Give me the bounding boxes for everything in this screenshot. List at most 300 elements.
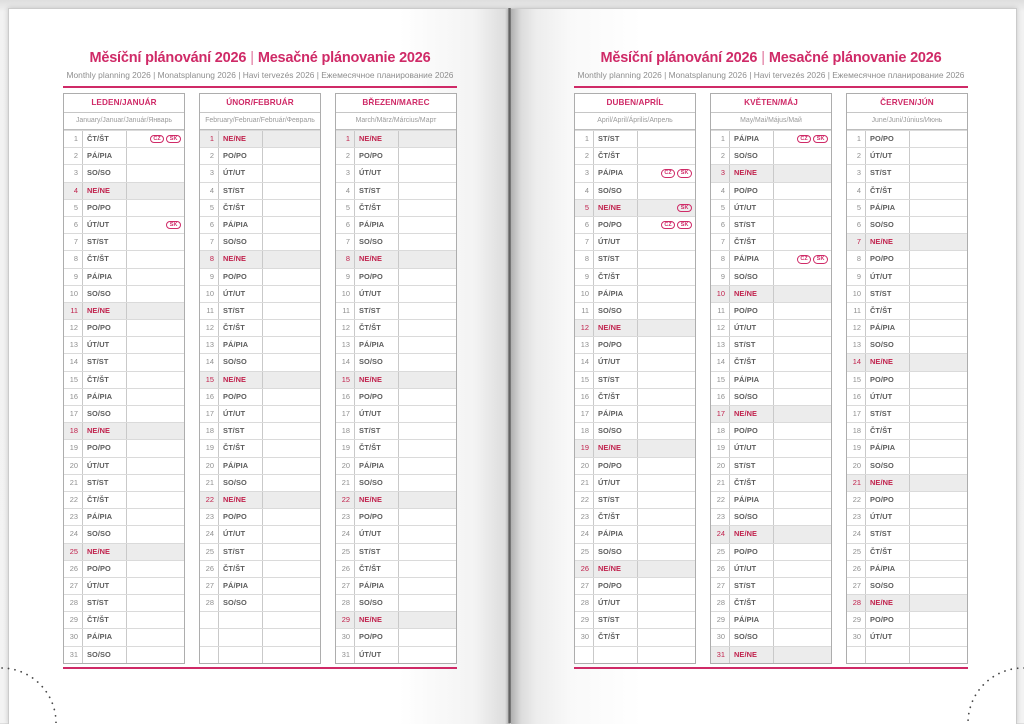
day-row xyxy=(336,147,456,164)
day-number: 30 xyxy=(711,629,730,645)
day-name-label: SO/SO xyxy=(866,578,910,594)
day-number: 2 xyxy=(711,148,730,164)
day-number: 9 xyxy=(336,269,355,285)
day-row xyxy=(200,336,320,353)
notes-cell xyxy=(127,544,184,560)
day-number: 24 xyxy=(575,526,594,542)
notes-cell xyxy=(774,423,831,439)
day-row xyxy=(336,216,456,233)
day-row xyxy=(711,302,831,319)
day-row xyxy=(847,560,967,577)
day-name-label: ÚT/UT xyxy=(355,526,399,542)
notes-cell xyxy=(638,492,695,508)
holiday-badge-sk: SK xyxy=(677,169,692,177)
day-number: 12 xyxy=(200,320,219,336)
day-row xyxy=(711,508,831,525)
page-subtitle: Monthly planning 2026 | Monatsplanung 2026 | Havi tervezés 2026 | Ежемесячное планирование 2026 xyxy=(63,70,457,80)
day-row xyxy=(575,353,695,370)
day-name-label: PÁ/PIA xyxy=(219,217,263,233)
page-left-content xyxy=(63,9,457,669)
day-number: 14 xyxy=(200,354,219,370)
day-number: 16 xyxy=(64,389,83,405)
day-number: 7 xyxy=(575,234,594,250)
day-number: 20 xyxy=(64,458,83,474)
notes-cell xyxy=(910,440,967,456)
day-row xyxy=(847,577,967,594)
month-name: ÚNOR/FEBRUÁR xyxy=(200,94,320,113)
notes-cell xyxy=(910,200,967,216)
day-number xyxy=(575,647,594,663)
day-name-label: PO/PO xyxy=(866,492,910,508)
day-row xyxy=(575,388,695,405)
day-number: 1 xyxy=(200,131,219,147)
day-name-label: ST/ST xyxy=(594,492,638,508)
day-number: 31 xyxy=(64,647,83,663)
day-number: 2 xyxy=(575,148,594,164)
day-row xyxy=(575,268,695,285)
notes-cell xyxy=(127,406,184,422)
day-name-label: NE/NE xyxy=(219,372,263,388)
day-row xyxy=(575,336,695,353)
notes-cell xyxy=(638,509,695,525)
day-row xyxy=(336,285,456,302)
day-name-label: PÁ/PIA xyxy=(83,148,127,164)
day-row xyxy=(575,525,695,542)
day-row xyxy=(575,147,695,164)
day-number: 27 xyxy=(64,578,83,594)
day-row xyxy=(64,268,184,285)
day-row xyxy=(711,285,831,302)
day-name-label: NE/NE xyxy=(355,492,399,508)
day-row xyxy=(64,250,184,267)
notes-cell xyxy=(127,475,184,491)
day-row xyxy=(847,439,967,456)
notes-cell xyxy=(263,320,320,336)
day-row xyxy=(847,353,967,370)
notes-cell xyxy=(263,423,320,439)
day-name-label xyxy=(594,647,638,663)
day-number: 10 xyxy=(336,286,355,302)
month-march xyxy=(335,93,457,664)
day-row xyxy=(64,611,184,628)
notes-cell xyxy=(774,354,831,370)
notes-cell xyxy=(127,647,184,663)
day-name-label: PO/PO xyxy=(355,509,399,525)
notes-cell xyxy=(263,200,320,216)
day-name-label: PO/PO xyxy=(219,269,263,285)
notes-cell xyxy=(910,148,967,164)
notes-cell xyxy=(127,389,184,405)
day-number: 6 xyxy=(200,217,219,233)
day-row xyxy=(847,508,967,525)
day-row xyxy=(64,508,184,525)
day-row xyxy=(64,439,184,456)
notes-cell xyxy=(263,286,320,302)
day-number: 15 xyxy=(336,372,355,388)
notes-cell xyxy=(127,372,184,388)
title-separator: | xyxy=(757,50,769,66)
notes-cell xyxy=(399,354,456,370)
day-name-label: ÚT/UT xyxy=(594,234,638,250)
notes-cell xyxy=(399,492,456,508)
day-number: 19 xyxy=(64,440,83,456)
title-separator: | xyxy=(246,50,258,66)
day-row xyxy=(336,199,456,216)
day-row xyxy=(64,491,184,508)
notes-cell xyxy=(399,165,456,181)
day-name-label: ST/ST xyxy=(83,475,127,491)
day-number: 26 xyxy=(200,561,219,577)
day-row xyxy=(847,611,967,628)
day-number: 5 xyxy=(847,200,866,216)
notes-cell xyxy=(638,303,695,319)
notes-cell xyxy=(910,251,967,267)
notes-cell xyxy=(399,389,456,405)
day-name-label: ÚT/UT xyxy=(219,286,263,302)
day-row xyxy=(575,457,695,474)
notes-cell xyxy=(774,337,831,353)
notes-cell xyxy=(910,389,967,405)
day-row xyxy=(575,560,695,577)
months-row-left xyxy=(63,93,457,664)
day-row xyxy=(200,543,320,560)
day-row xyxy=(64,285,184,302)
notes-cell xyxy=(399,286,456,302)
day-number: 16 xyxy=(200,389,219,405)
day-name-label: SO/SO xyxy=(594,544,638,560)
page-right-content xyxy=(574,9,968,669)
day-name-label: SO/SO xyxy=(730,629,774,645)
day-row xyxy=(711,164,831,181)
day-name-label: ČT/ŠT xyxy=(219,561,263,577)
notes-cell xyxy=(910,544,967,560)
month-name: KVĚTEN/MÁJ xyxy=(711,94,831,113)
day-row xyxy=(64,371,184,388)
notes-cell xyxy=(638,131,695,147)
notes-cell xyxy=(399,269,456,285)
day-row xyxy=(575,319,695,336)
notes-cell xyxy=(127,320,184,336)
day-number: 15 xyxy=(847,372,866,388)
day-row xyxy=(711,646,831,663)
notes-cell xyxy=(910,578,967,594)
notes-cell xyxy=(774,561,831,577)
day-name-label: PO/PO xyxy=(730,544,774,560)
day-number: 1 xyxy=(336,131,355,147)
day-row xyxy=(575,164,695,181)
day-name-label: ST/ST xyxy=(594,251,638,267)
day-name-label: PO/PO xyxy=(355,269,399,285)
day-row xyxy=(336,525,456,542)
notes-cell xyxy=(910,372,967,388)
day-row xyxy=(64,577,184,594)
holiday-badge-sk: SK xyxy=(677,204,692,212)
notes-cell xyxy=(638,526,695,542)
day-name-label: PÁ/PIA xyxy=(219,578,263,594)
notes-cell xyxy=(399,337,456,353)
day-row xyxy=(200,457,320,474)
notes-cell xyxy=(127,629,184,645)
day-name-label xyxy=(219,612,263,628)
day-name-label: ST/ST xyxy=(219,183,263,199)
day-number: 4 xyxy=(336,183,355,199)
day-name-label: PÁ/PIA xyxy=(730,372,774,388)
day-name-label: ČT/ŠT xyxy=(594,629,638,645)
day-number: 16 xyxy=(575,389,594,405)
day-row xyxy=(64,233,184,250)
day-number: 4 xyxy=(64,183,83,199)
day-name-label: ST/ST xyxy=(866,406,910,422)
day-row xyxy=(200,508,320,525)
day-name-label: SO/SO xyxy=(730,509,774,525)
day-name-label: ST/ST xyxy=(83,595,127,611)
day-number: 5 xyxy=(575,200,594,216)
day-name-label: NE/NE xyxy=(730,165,774,181)
notes-cell xyxy=(263,234,320,250)
notes-cell xyxy=(127,148,184,164)
day-name-label: PO/PO xyxy=(355,148,399,164)
day-row xyxy=(711,388,831,405)
day-number: 23 xyxy=(847,509,866,525)
day-number: 20 xyxy=(711,458,730,474)
day-row xyxy=(711,199,831,216)
day-row xyxy=(847,336,967,353)
day-number: 3 xyxy=(64,165,83,181)
notes-cell xyxy=(638,647,695,663)
notes-cell xyxy=(399,612,456,628)
month-subtitle: April/April/Április/Апрель xyxy=(575,113,695,130)
notes-cell xyxy=(638,148,695,164)
day-name-label: ÚT/UT xyxy=(83,578,127,594)
notes-cell xyxy=(774,475,831,491)
day-row xyxy=(200,319,320,336)
notes-cell xyxy=(263,544,320,560)
day-name-label: SO/SO xyxy=(83,165,127,181)
day-row xyxy=(64,543,184,560)
day-number: 28 xyxy=(575,595,594,611)
day-name-label: ST/ST xyxy=(594,612,638,628)
notes-cell xyxy=(127,200,184,216)
day-name-label: PO/PO xyxy=(83,320,127,336)
day-number xyxy=(200,629,219,645)
day-number: 22 xyxy=(336,492,355,508)
day-number: 23 xyxy=(711,509,730,525)
notes-cell xyxy=(399,131,456,147)
day-number: 20 xyxy=(847,458,866,474)
day-row xyxy=(847,388,967,405)
day-row xyxy=(336,439,456,456)
day-name-label: PÁ/PIA xyxy=(83,509,127,525)
day-name-label: PÁ/PIA xyxy=(594,406,638,422)
day-row xyxy=(336,182,456,199)
notes-cell xyxy=(638,320,695,336)
day-number: 9 xyxy=(64,269,83,285)
day-name-label: NE/NE xyxy=(83,423,127,439)
day-number: 6 xyxy=(575,217,594,233)
day-number: 11 xyxy=(64,303,83,319)
day-number: 8 xyxy=(711,251,730,267)
day-name-label: ČT/ŠT xyxy=(83,492,127,508)
notes-cell xyxy=(399,475,456,491)
day-name-label: ST/ST xyxy=(866,526,910,542)
notes-cell xyxy=(399,578,456,594)
day-number: 28 xyxy=(64,595,83,611)
day-name-label: PÁ/PIA xyxy=(594,286,638,302)
day-name-label: PÁ/PIA xyxy=(730,251,774,267)
notes-cell xyxy=(910,286,967,302)
day-name-label: PÁ/PIA xyxy=(83,269,127,285)
day-number: 1 xyxy=(64,131,83,147)
day-name-label: PÁ/PIA xyxy=(219,458,263,474)
notes-cell xyxy=(638,406,695,422)
day-name-label: ČT/ŠT xyxy=(866,183,910,199)
notes-cell xyxy=(638,200,695,216)
day-number: 21 xyxy=(64,475,83,491)
day-row xyxy=(847,491,967,508)
day-number: 24 xyxy=(336,526,355,542)
day-name-label: PO/PO xyxy=(594,578,638,594)
day-name-label: ČT/ŠT xyxy=(730,354,774,370)
day-row xyxy=(847,164,967,181)
day-row xyxy=(575,628,695,645)
day-row xyxy=(64,164,184,181)
notes-cell xyxy=(910,492,967,508)
day-number: 8 xyxy=(64,251,83,267)
day-number: 13 xyxy=(847,337,866,353)
day-name-label: ST/ST xyxy=(730,578,774,594)
day-number: 2 xyxy=(64,148,83,164)
day-number: 10 xyxy=(575,286,594,302)
day-name-label: ÚT/UT xyxy=(355,165,399,181)
notes-cell xyxy=(638,612,695,628)
day-number: 13 xyxy=(711,337,730,353)
day-name-label: NE/NE xyxy=(83,544,127,560)
notes-cell xyxy=(127,578,184,594)
holiday-badge-sk: SK xyxy=(166,135,181,143)
day-row xyxy=(575,233,695,250)
notes-cell xyxy=(638,544,695,560)
day-number: 3 xyxy=(847,165,866,181)
notes-cell xyxy=(263,148,320,164)
day-name-label: PO/PO xyxy=(594,458,638,474)
day-row xyxy=(575,474,695,491)
empty-row xyxy=(847,646,967,663)
day-name-label: ST/ST xyxy=(83,354,127,370)
day-number: 3 xyxy=(575,165,594,181)
day-name-label: SO/SO xyxy=(866,337,910,353)
day-row xyxy=(200,285,320,302)
day-row xyxy=(200,525,320,542)
day-name-label: ČT/ŠT xyxy=(594,389,638,405)
notes-cell xyxy=(910,217,967,233)
day-row xyxy=(711,336,831,353)
day-name-label: NE/NE xyxy=(219,492,263,508)
notes-cell xyxy=(127,269,184,285)
day-number: 12 xyxy=(336,320,355,336)
day-row xyxy=(575,130,695,147)
holiday-badge-sk: SK xyxy=(813,255,828,263)
page-title xyxy=(574,49,968,67)
notes-cell xyxy=(127,183,184,199)
day-number: 13 xyxy=(200,337,219,353)
day-name-label: PÁ/PIA xyxy=(83,389,127,405)
notes-cell xyxy=(638,389,695,405)
day-row xyxy=(200,371,320,388)
day-name-label: PO/PO xyxy=(355,629,399,645)
day-row xyxy=(200,216,320,233)
day-name-label: ÚT/UT xyxy=(730,561,774,577)
top-rule xyxy=(574,86,968,88)
day-number: 31 xyxy=(711,647,730,663)
page-right xyxy=(511,8,1017,724)
day-number: 6 xyxy=(336,217,355,233)
day-row xyxy=(847,405,967,422)
title-czech: Měsíční plánování 2026 xyxy=(89,50,246,66)
day-name-label: PO/PO xyxy=(219,148,263,164)
day-number: 26 xyxy=(336,561,355,577)
day-number: 21 xyxy=(847,475,866,491)
notes-cell xyxy=(774,183,831,199)
day-number: 1 xyxy=(575,131,594,147)
month-subtitle: February/Februar/Február/Февраль xyxy=(200,113,320,130)
holiday-badge-sk: SK xyxy=(813,135,828,143)
day-name-label: ÚT/UT xyxy=(83,458,127,474)
day-number: 5 xyxy=(200,200,219,216)
day-name-label: PO/PO xyxy=(594,217,638,233)
day-number: 3 xyxy=(711,165,730,181)
day-number: 17 xyxy=(847,406,866,422)
notes-cell xyxy=(638,372,695,388)
day-row xyxy=(847,199,967,216)
day-name-label: ST/ST xyxy=(866,286,910,302)
notes-cell xyxy=(399,544,456,560)
day-name-label: ČT/ŠT xyxy=(83,372,127,388)
day-number: 9 xyxy=(847,269,866,285)
day-row xyxy=(847,147,967,164)
day-name-label: ÚT/UT xyxy=(866,148,910,164)
day-name-label: ČT/ŠT xyxy=(730,234,774,250)
notes-cell xyxy=(910,629,967,645)
day-number: 5 xyxy=(336,200,355,216)
day-name-label: NE/NE xyxy=(355,131,399,147)
day-number: 18 xyxy=(200,423,219,439)
notes-cell xyxy=(910,303,967,319)
day-number: 15 xyxy=(200,372,219,388)
day-number: 27 xyxy=(847,578,866,594)
day-row xyxy=(336,164,456,181)
day-row xyxy=(711,353,831,370)
day-row xyxy=(575,371,695,388)
day-number: 10 xyxy=(847,286,866,302)
day-row xyxy=(336,628,456,645)
day-number: 4 xyxy=(575,183,594,199)
day-row xyxy=(336,560,456,577)
day-name-label: SO/SO xyxy=(866,217,910,233)
notes-cell xyxy=(127,561,184,577)
day-number: 30 xyxy=(847,629,866,645)
day-number: 23 xyxy=(64,509,83,525)
notes-cell xyxy=(638,354,695,370)
day-row xyxy=(64,302,184,319)
notes-cell xyxy=(263,647,320,663)
month-subtitle: January/Januar/Január/Январь xyxy=(64,113,184,130)
day-number: 20 xyxy=(575,458,594,474)
day-row xyxy=(711,439,831,456)
day-row xyxy=(64,319,184,336)
title-czech: Měsíční plánování 2026 xyxy=(600,50,757,66)
day-name-label: SO/SO xyxy=(730,269,774,285)
notes-cell xyxy=(774,578,831,594)
